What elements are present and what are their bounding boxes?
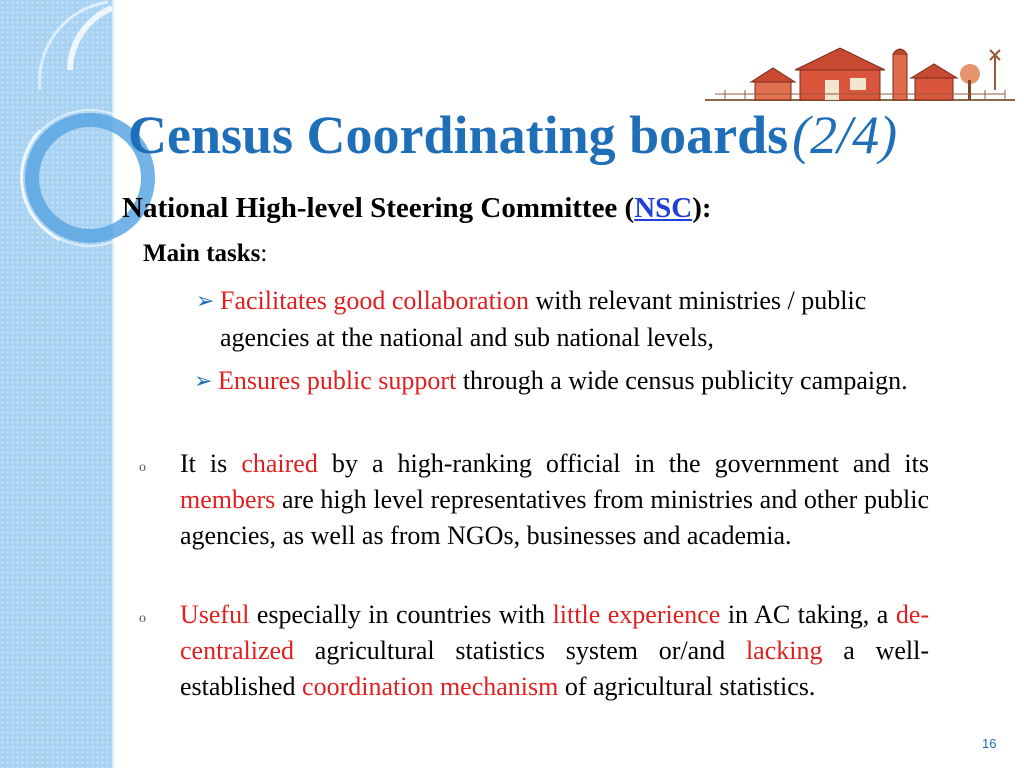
task-highlight: Facilitates good collaboration [220,286,530,315]
bullet-point [139,597,930,705]
text-span: It is [180,449,242,478]
task-highlight: Ensures public support [218,366,457,395]
slide-title [128,105,898,165]
task-item [196,282,920,356]
highlight-span: lacking [745,636,823,665]
highlight-span: de-centralized [180,600,930,665]
task-item [194,362,930,399]
ring-bullet-icon: o [139,460,146,475]
slide-number: 16 [982,736,997,751]
text-span: a well-established [180,636,929,701]
highlight-span: little experience [552,600,721,629]
farm-illustration [705,40,1015,104]
bullet-point [139,446,929,554]
section-heading-text: National High-level Steering Committee ( [122,192,635,224]
main-tasks-label [143,240,267,268]
highlight-span: members [180,485,276,514]
highlight-span: chaired [241,449,318,478]
highlight-span: coordination mechanism [302,672,559,701]
text-span: are high level representatives from ministries and other public agencies, as well as from NGOs, businesses and academia. [180,485,929,550]
arrow-bullet-icon: ➢ [196,288,215,313]
text-span: of agricultural statistics. [558,672,816,701]
arrow-bullet-icon: ➢ [194,368,213,393]
text-span: by a high-ranking official in the government and its [317,449,929,478]
section-heading-end: ): [692,192,712,224]
task-text: with relevant ministries / public agencies at the national and sub national levels, [220,286,867,352]
main-tasks-colon: : [260,240,268,267]
main-tasks-text: Main tasks [143,240,261,267]
section-heading [122,192,712,225]
nsc-link[interactable]: NSC [634,192,693,224]
text-span: especially in countries with [249,600,553,629]
text-span: in AC taking, a [720,600,896,629]
text-span: agricultural statistics system or/and [294,636,746,665]
highlight-span: Useful [180,600,250,629]
title-part-indicator: (2/4) [792,105,898,165]
task-text: through a wide census publicity campaign. [456,366,908,395]
title-text: Census Coordinating boards [128,105,789,165]
ring-bullet-icon: o [139,611,146,626]
